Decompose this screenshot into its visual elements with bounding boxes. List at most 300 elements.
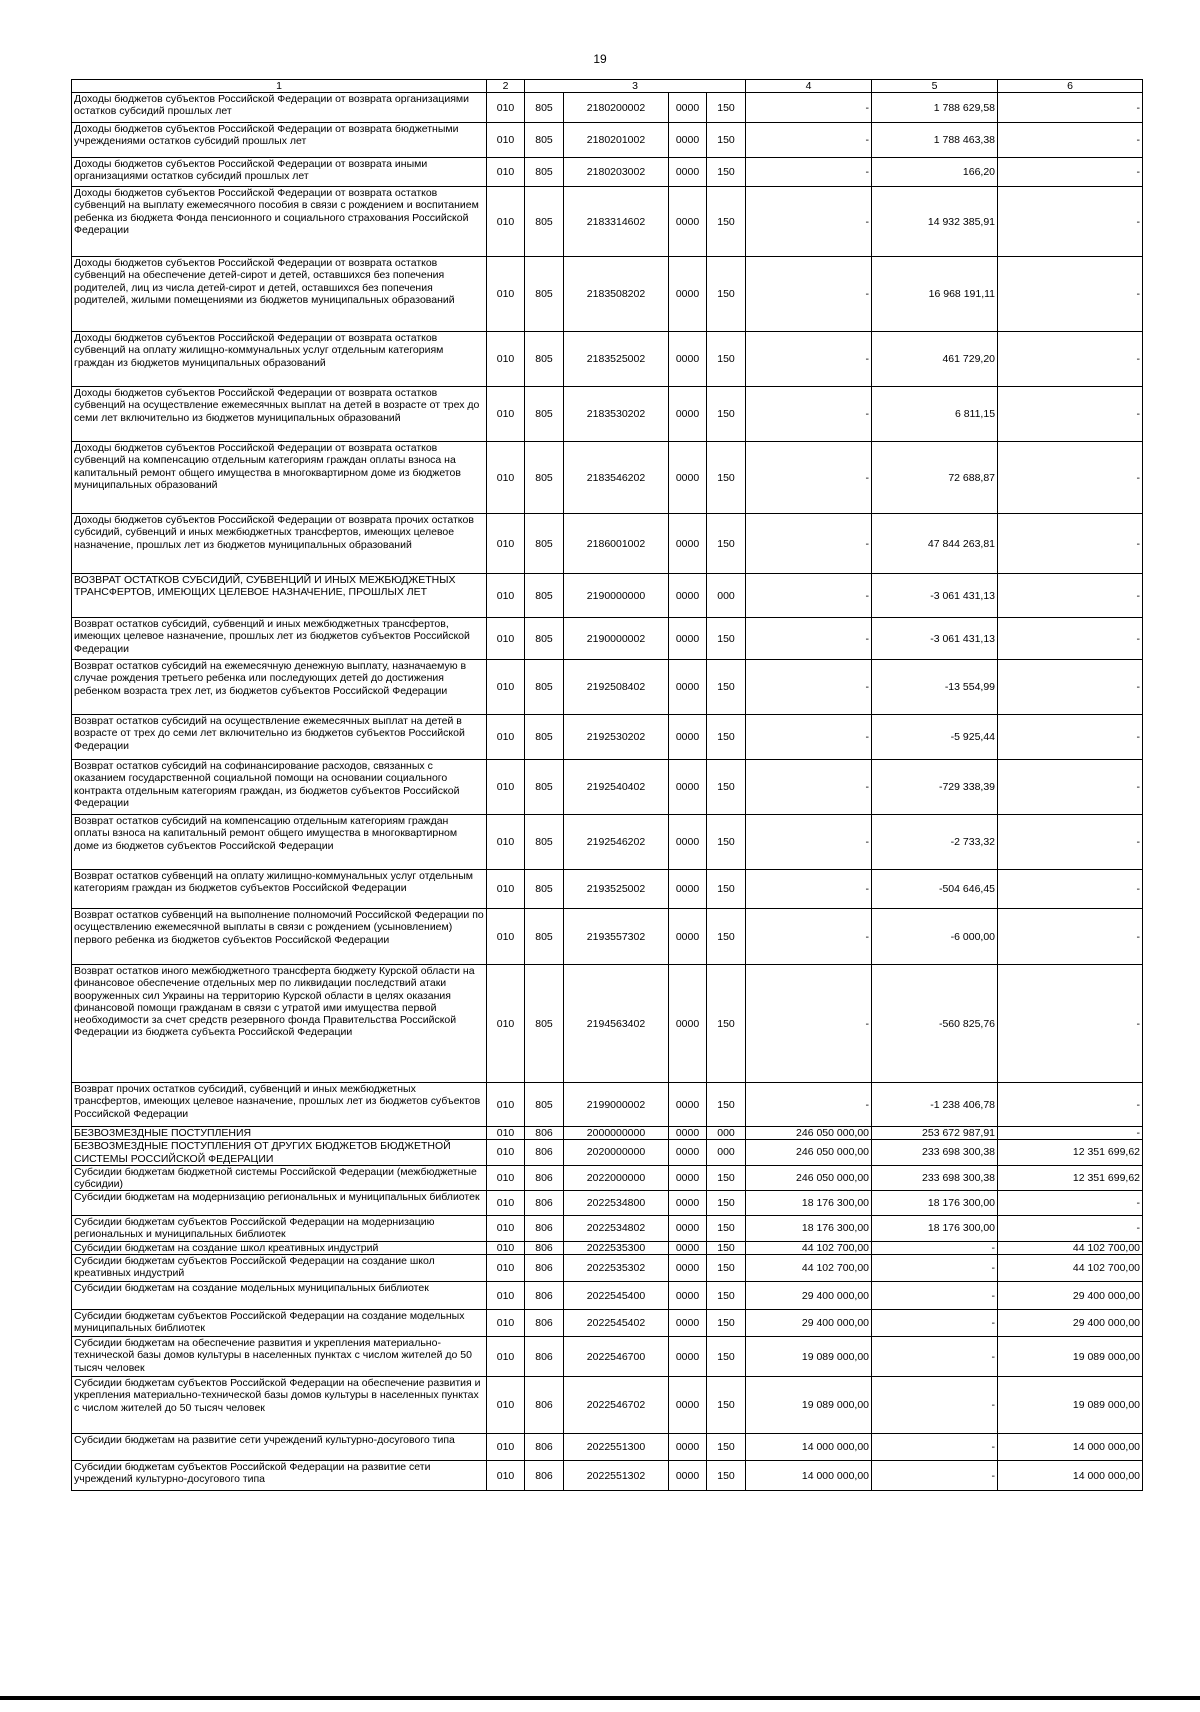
value-executed: 6 811,15 (872, 387, 998, 442)
code-chapter: 010 (487, 257, 525, 332)
table-row (72, 1337, 1143, 1377)
row-description: Субсидии бюджетам субъектов Российской Федерации на обеспечение развития и укрепления материально-технической базы домов культуры в населенных пунктах с числом жителей до 50 тысяч человек (72, 1377, 487, 1434)
value-approved: 14 000 000,00 (746, 1461, 872, 1491)
value-approved: 29 400 000,00 (746, 1310, 872, 1337)
code-chapter: 010 (487, 332, 525, 387)
code-program: 0000 (669, 387, 707, 442)
value-unexecuted: 14 000 000,00 (998, 1461, 1143, 1491)
code-chapter: 010 (487, 1191, 525, 1216)
code-chapter: 010 (487, 1434, 525, 1461)
code-kosgu: 150 (707, 618, 746, 660)
value-approved: - (746, 760, 872, 815)
value-executed: -3 061 431,13 (872, 618, 998, 660)
row-description: Субсидии бюджетам субъектов Российской Федерации на создание школ креативных индустрий (72, 1255, 487, 1282)
value-executed: -5 925,44 (872, 715, 998, 760)
code-chapter: 010 (487, 909, 525, 965)
code-main: 2000000000 (564, 1127, 669, 1140)
code-kosgu: 150 (707, 257, 746, 332)
value-unexecuted: - (998, 187, 1143, 257)
table-row (72, 1310, 1143, 1337)
table-row (72, 1377, 1143, 1434)
code-program: 0000 (669, 93, 707, 123)
code-main: 2199000002 (564, 1083, 669, 1127)
value-unexecuted: 12 351 699,62 (998, 1165, 1143, 1190)
value-unexecuted: 12 351 699,62 (998, 1140, 1143, 1165)
code-kosgu: 150 (707, 1377, 746, 1434)
code-chapter: 010 (487, 1140, 525, 1165)
code-program: 0000 (669, 1242, 707, 1255)
row-description: Возврат остатков субсидий на компенсацию отдельным категориям граждан оплаты взноса на капитальный ремонт общего имущества в многоквартирном доме из бюджетов субъектов Российской Федерации (72, 815, 487, 870)
code-program: 0000 (669, 1216, 707, 1242)
code-kosgu: 150 (707, 1083, 746, 1127)
code-program: 0000 (669, 1255, 707, 1282)
code-kosgu: 150 (707, 660, 746, 715)
table-row (72, 965, 1143, 1083)
value-unexecuted: - (998, 158, 1143, 187)
code-program: 0000 (669, 909, 707, 965)
value-executed: -560 825,76 (872, 965, 998, 1083)
table-row (72, 909, 1143, 965)
code-chapter: 010 (487, 1461, 525, 1491)
code-main: 2186001002 (564, 514, 669, 574)
code-chapter: 010 (487, 158, 525, 187)
code-admin: 805 (525, 660, 564, 715)
code-admin: 805 (525, 93, 564, 123)
code-main: 2022534800 (564, 1191, 669, 1216)
value-executed: 1 788 629,58 (872, 93, 998, 123)
code-admin: 805 (525, 257, 564, 332)
code-main: 2180201002 (564, 123, 669, 158)
code-kosgu: 150 (707, 332, 746, 387)
value-approved: - (746, 574, 872, 618)
code-admin: 806 (525, 1434, 564, 1461)
value-approved: 14 000 000,00 (746, 1434, 872, 1461)
value-executed: - (872, 1255, 998, 1282)
column-header-3: 3 (525, 80, 746, 93)
code-kosgu: 150 (707, 1461, 746, 1491)
bottom-rule (0, 1696, 1200, 1700)
code-main: 2183314602 (564, 187, 669, 257)
value-approved: - (746, 815, 872, 870)
table-row (72, 1216, 1143, 1242)
column-header-2: 2 (487, 80, 525, 93)
table-row (72, 123, 1143, 158)
value-unexecuted: - (998, 1083, 1143, 1127)
code-program: 0000 (669, 1434, 707, 1461)
code-program: 0000 (669, 660, 707, 715)
value-approved: - (746, 514, 872, 574)
code-kosgu: 150 (707, 815, 746, 870)
code-admin: 805 (525, 1083, 564, 1127)
value-executed: 47 844 263,81 (872, 514, 998, 574)
code-program: 0000 (669, 514, 707, 574)
table-row (72, 870, 1143, 909)
value-executed: -1 238 406,78 (872, 1083, 998, 1127)
value-executed: 1 788 463,38 (872, 123, 998, 158)
code-program: 0000 (669, 1282, 707, 1310)
value-unexecuted: - (998, 1127, 1143, 1140)
value-approved: - (746, 909, 872, 965)
code-program: 0000 (669, 1191, 707, 1216)
value-approved: 19 089 000,00 (746, 1377, 872, 1434)
code-main: 2183530202 (564, 387, 669, 442)
code-kosgu: 150 (707, 965, 746, 1083)
code-chapter: 010 (487, 93, 525, 123)
code-program: 0000 (669, 1127, 707, 1140)
value-executed: 253 672 987,91 (872, 1127, 998, 1140)
row-description: БЕЗВОЗМЕЗДНЫЕ ПОСТУПЛЕНИЯ (72, 1127, 487, 1140)
code-admin: 806 (525, 1377, 564, 1434)
value-unexecuted: - (998, 660, 1143, 715)
table-row (72, 387, 1143, 442)
column-header-4: 4 (746, 80, 872, 93)
code-kosgu: 000 (707, 1127, 746, 1140)
code-kosgu: 150 (707, 1216, 746, 1242)
value-approved: 246 050 000,00 (746, 1127, 872, 1140)
value-approved: - (746, 965, 872, 1083)
row-description: Субсидии бюджетам бюджетной системы Российской Федерации (межбюджетные субсидии) (72, 1165, 487, 1190)
value-unexecuted: - (998, 574, 1143, 618)
code-chapter: 010 (487, 1165, 525, 1190)
row-description: Возврат прочих остатков субсидий, субвенций и иных межбюджетных трансфертов, имеющих целевое назначение, прошлых лет из бюджетов субъектов Российской Федерации (72, 1083, 487, 1127)
code-main: 2022546702 (564, 1377, 669, 1434)
row-description: Субсидии бюджетам на обеспечение развития и укрепления материально-технической базы домов культуры в населенных пунктах с числом жителей до 50 тысяч человек (72, 1337, 487, 1377)
code-kosgu: 150 (707, 158, 746, 187)
column-number-row (72, 80, 1143, 93)
code-admin: 806 (525, 1310, 564, 1337)
value-unexecuted: 44 102 700,00 (998, 1242, 1143, 1255)
value-unexecuted: 19 089 000,00 (998, 1377, 1143, 1434)
table-row (72, 1140, 1143, 1165)
value-executed: 18 176 300,00 (872, 1216, 998, 1242)
code-kosgu: 150 (707, 1191, 746, 1216)
code-admin: 805 (525, 514, 564, 574)
code-program: 0000 (669, 1140, 707, 1165)
value-approved: - (746, 442, 872, 514)
code-kosgu: 150 (707, 93, 746, 123)
code-chapter: 010 (487, 387, 525, 442)
row-description: Доходы бюджетов субъектов Российской Федерации от возврата остатков субвенций на обеспечение детей-сирот и детей, оставшихся без попечения родителей, лиц из числа детей-сирот и детей, оставшихся без попечения родителей, жилыми помещениями из бюджетов муниципальных образований (72, 257, 487, 332)
value-unexecuted: - (998, 1191, 1143, 1216)
code-admin: 805 (525, 618, 564, 660)
value-approved: - (746, 187, 872, 257)
code-kosgu: 150 (707, 1282, 746, 1310)
code-admin: 805 (525, 760, 564, 815)
code-admin: 805 (525, 965, 564, 1083)
row-description: Возврат остатков субсидий на софинансирование расходов, связанных с оказанием государственной социальной помощи на основании социального контракта отдельным категориям граждан, из бюджетов субъектов Российской Федерации (72, 760, 487, 815)
table-row (72, 1165, 1143, 1190)
code-admin: 805 (525, 187, 564, 257)
row-description: Возврат остатков субвенций на выполнение полномочий Российской Федерации по осуществлению ежемесячной выплаты в связи с рождением (усыновлением) первого ребенка из бюджетов субъектов Российской Федерации (72, 909, 487, 965)
budget-table (71, 79, 1143, 1491)
code-chapter: 010 (487, 123, 525, 158)
value-executed: 18 176 300,00 (872, 1191, 998, 1216)
code-chapter: 010 (487, 1255, 525, 1282)
value-executed: 16 968 191,11 (872, 257, 998, 332)
code-admin: 806 (525, 1242, 564, 1255)
row-description: Доходы бюджетов субъектов Российской Федерации от возврата иными организациями остатков субсидий прошлых лет (72, 158, 487, 187)
table-row (72, 1191, 1143, 1216)
code-chapter: 010 (487, 1282, 525, 1310)
value-executed: - (872, 1434, 998, 1461)
code-chapter: 010 (487, 1337, 525, 1377)
table-row (72, 760, 1143, 815)
code-program: 0000 (669, 574, 707, 618)
code-main: 2183546202 (564, 442, 669, 514)
value-approved: - (746, 387, 872, 442)
table-row (72, 574, 1143, 618)
value-approved: - (746, 1083, 872, 1127)
code-admin: 805 (525, 909, 564, 965)
row-description: Доходы бюджетов субъектов Российской Федерации от возврата остатков субвенций на оплату жилищно-коммунальных услуг отдельным категориям граждан из бюджетов муниципальных образований (72, 332, 487, 387)
code-program: 0000 (669, 870, 707, 909)
code-chapter: 010 (487, 1242, 525, 1255)
code-program: 0000 (669, 442, 707, 514)
value-approved: 246 050 000,00 (746, 1140, 872, 1165)
row-description: Возврат остатков иного межбюджетного трансферта бюджету Курской области на финансовое обеспечение отдельных мер по ликвидации последствий атаки вооруженных сил Украины на территорию Курской области в целях оказания финансовой помощи гражданам в связи с утратой ими имущества первой необходимости за счет средств резервного фонда Правительства Российской Федерации из бюджета субъекта Российской Федерации (72, 965, 487, 1083)
code-chapter: 010 (487, 1083, 525, 1127)
code-kosgu: 150 (707, 1242, 746, 1255)
code-chapter: 010 (487, 715, 525, 760)
row-description: Доходы бюджетов субъектов Российской Федерации от возврата прочих остатков субсидий, субвенций и иных межбюджетных трансфертов, имеющих целевое назначение, прошлых лет из бюджетов муниципальных образований (72, 514, 487, 574)
table-row (72, 715, 1143, 760)
code-main: 2022545400 (564, 1282, 669, 1310)
code-kosgu: 150 (707, 514, 746, 574)
row-description: Возврат остатков субсидий на осуществление ежемесячных выплат на детей в возрасте от трех до семи лет включительно из бюджетов субъектов Российской Федерации (72, 715, 487, 760)
code-kosgu: 150 (707, 1434, 746, 1461)
code-main: 2192540402 (564, 760, 669, 815)
value-unexecuted: - (998, 514, 1143, 574)
code-main: 2190000000 (564, 574, 669, 618)
row-description: Субсидии бюджетам на модернизацию региональных и муниципальных библиотек (72, 1191, 487, 1216)
value-unexecuted: 29 400 000,00 (998, 1310, 1143, 1337)
value-unexecuted: 19 089 000,00 (998, 1337, 1143, 1377)
value-approved: 29 400 000,00 (746, 1282, 872, 1310)
code-main: 2180200002 (564, 93, 669, 123)
value-unexecuted: - (998, 760, 1143, 815)
code-program: 0000 (669, 1083, 707, 1127)
code-main: 2022546700 (564, 1337, 669, 1377)
value-approved: - (746, 660, 872, 715)
column-header-1: 1 (72, 80, 487, 93)
row-description: Возврат остатков субсидий на ежемесячную денежную выплату, назначаемую в случае рождения третьего ребенка или последующих детей до достижения ребенком возраста трех лет, из бюджетов субъектов Российской Федерации (72, 660, 487, 715)
code-program: 0000 (669, 158, 707, 187)
code-admin: 805 (525, 158, 564, 187)
code-admin: 806 (525, 1216, 564, 1242)
value-executed: 166,20 (872, 158, 998, 187)
value-unexecuted: - (998, 332, 1143, 387)
code-admin: 805 (525, 387, 564, 442)
code-main: 2180203002 (564, 158, 669, 187)
value-executed: - (872, 1310, 998, 1337)
value-executed: 233 698 300,38 (872, 1140, 998, 1165)
row-description: Возврат остатков субсидий, субвенций и иных межбюджетных трансфертов, имеющих целевое назначение, прошлых лет из бюджетов субъектов Российской Федерации (72, 618, 487, 660)
code-main: 2194563402 (564, 965, 669, 1083)
code-program: 0000 (669, 815, 707, 870)
code-admin: 806 (525, 1255, 564, 1282)
table-body (72, 93, 1143, 1491)
value-unexecuted: - (998, 257, 1143, 332)
code-kosgu: 150 (707, 1337, 746, 1377)
value-executed: - (872, 1242, 998, 1255)
code-chapter: 010 (487, 1127, 525, 1140)
code-chapter: 010 (487, 1310, 525, 1337)
code-program: 0000 (669, 1461, 707, 1491)
code-chapter: 010 (487, 618, 525, 660)
table-row (72, 1434, 1143, 1461)
table-row (72, 332, 1143, 387)
table-row (72, 257, 1143, 332)
code-admin: 806 (525, 1165, 564, 1190)
value-approved: 19 089 000,00 (746, 1337, 872, 1377)
code-admin: 806 (525, 1282, 564, 1310)
value-approved: - (746, 332, 872, 387)
value-unexecuted: - (998, 618, 1143, 660)
code-chapter: 010 (487, 442, 525, 514)
row-description: Доходы бюджетов субъектов Российской Федерации от возврата остатков субвенций на выплату ежемесячного пособия в связи с рождением и воспитанием ребенка из бюджета Фонда пенсионного и социального страхования Российской Федерации (72, 187, 487, 257)
column-header-6: 6 (998, 80, 1143, 93)
row-description: ВОЗВРАТ ОСТАТКОВ СУБСИДИЙ, СУБВЕНЦИЙ И ИНЫХ МЕЖБЮДЖЕТНЫХ ТРАНСФЕРТОВ, ИМЕЮЩИХ ЦЕЛЕВОЕ НАЗНАЧЕНИЕ, ПРОШЛЫХ ЛЕТ (72, 574, 487, 618)
code-main: 2022000000 (564, 1165, 669, 1190)
table-row (72, 1127, 1143, 1140)
value-approved: - (746, 870, 872, 909)
table-row (72, 442, 1143, 514)
code-chapter: 010 (487, 815, 525, 870)
value-approved: 44 102 700,00 (746, 1242, 872, 1255)
code-admin: 805 (525, 815, 564, 870)
value-unexecuted: - (998, 909, 1143, 965)
value-executed: -13 554,99 (872, 660, 998, 715)
row-description: Доходы бюджетов субъектов Российской Федерации от возврата остатков субвенций на компенсацию отдельным категориям граждан оплаты взноса на капитальный ремонт общего имущества в многоквартирном доме из бюджетов муниципальных образований (72, 442, 487, 514)
table-row (72, 618, 1143, 660)
code-admin: 806 (525, 1461, 564, 1491)
table-row (72, 1255, 1143, 1282)
column-header-5: 5 (872, 80, 998, 93)
code-program: 0000 (669, 187, 707, 257)
code-program: 0000 (669, 715, 707, 760)
code-chapter: 010 (487, 574, 525, 618)
code-program: 0000 (669, 760, 707, 815)
code-program: 0000 (669, 1337, 707, 1377)
table-row (72, 1242, 1143, 1255)
row-description: Субсидии бюджетам субъектов Российской Федерации на модернизацию региональных и муниципальных библиотек (72, 1216, 487, 1242)
value-unexecuted: 29 400 000,00 (998, 1282, 1143, 1310)
code-kosgu: 150 (707, 870, 746, 909)
code-kosgu: 150 (707, 387, 746, 442)
value-approved: - (746, 715, 872, 760)
value-unexecuted: - (998, 93, 1143, 123)
value-unexecuted: - (998, 965, 1143, 1083)
code-chapter: 010 (487, 187, 525, 257)
code-admin: 805 (525, 715, 564, 760)
value-executed: -2 733,32 (872, 815, 998, 870)
value-approved: 18 176 300,00 (746, 1191, 872, 1216)
value-unexecuted: - (998, 815, 1143, 870)
code-program: 0000 (669, 618, 707, 660)
code-kosgu: 150 (707, 1165, 746, 1190)
code-chapter: 010 (487, 1216, 525, 1242)
value-executed: - (872, 1377, 998, 1434)
value-approved: 246 050 000,00 (746, 1165, 872, 1190)
row-description: Субсидии бюджетам на создание модельных муниципальных библиотек (72, 1282, 487, 1310)
code-chapter: 010 (487, 514, 525, 574)
code-kosgu: 000 (707, 574, 746, 618)
code-main: 2192530202 (564, 715, 669, 760)
table-row (72, 158, 1143, 187)
code-program: 0000 (669, 332, 707, 387)
value-executed: - (872, 1461, 998, 1491)
code-main: 2183525002 (564, 332, 669, 387)
code-main: 2022545402 (564, 1310, 669, 1337)
code-main: 2022534802 (564, 1216, 669, 1242)
code-kosgu: 150 (707, 909, 746, 965)
code-main: 2193557302 (564, 909, 669, 965)
code-admin: 805 (525, 870, 564, 909)
code-admin: 806 (525, 1337, 564, 1377)
value-unexecuted: 44 102 700,00 (998, 1255, 1143, 1282)
code-program: 0000 (669, 965, 707, 1083)
code-kosgu: 150 (707, 187, 746, 257)
code-main: 2022535302 (564, 1255, 669, 1282)
row-description: Субсидии бюджетам субъектов Российской Федерации на развитие сети учреждений культурно-досугового типа (72, 1461, 487, 1491)
table-row (72, 1282, 1143, 1310)
code-main: 2183508202 (564, 257, 669, 332)
code-kosgu: 150 (707, 1255, 746, 1282)
table-row (72, 93, 1143, 123)
code-main: 2020000000 (564, 1140, 669, 1165)
code-kosgu: 150 (707, 760, 746, 815)
code-program: 0000 (669, 1377, 707, 1434)
table-row (72, 1461, 1143, 1491)
table-row (72, 815, 1143, 870)
code-program: 0000 (669, 1310, 707, 1337)
value-approved: - (746, 158, 872, 187)
code-kosgu: 150 (707, 123, 746, 158)
row-description: Субсидии бюджетам на создание школ креативных индустрий (72, 1242, 487, 1255)
code-main: 2193525002 (564, 870, 669, 909)
value-executed: - (872, 1337, 998, 1377)
value-executed: - (872, 1282, 998, 1310)
code-admin: 805 (525, 332, 564, 387)
code-program: 0000 (669, 257, 707, 332)
value-executed: -3 061 431,13 (872, 574, 998, 618)
code-main: 2022551302 (564, 1461, 669, 1491)
code-main: 2190000002 (564, 618, 669, 660)
value-approved: - (746, 93, 872, 123)
value-executed: 461 729,20 (872, 332, 998, 387)
code-admin: 805 (525, 123, 564, 158)
code-kosgu: 150 (707, 715, 746, 760)
code-admin: 806 (525, 1140, 564, 1165)
code-kosgu: 150 (707, 442, 746, 514)
value-executed: -729 338,39 (872, 760, 998, 815)
code-chapter: 010 (487, 965, 525, 1083)
code-admin: 806 (525, 1127, 564, 1140)
page-number: 19 (593, 52, 607, 66)
value-approved: - (746, 123, 872, 158)
value-executed: 72 688,87 (872, 442, 998, 514)
table-row (72, 514, 1143, 574)
row-description: Доходы бюджетов субъектов Российской Федерации от возврата бюджетными учреждениями остатков субсидий прошлых лет (72, 123, 487, 158)
code-program: 0000 (669, 123, 707, 158)
row-description: Субсидии бюджетам на развитие сети учреждений культурно-досугового типа (72, 1434, 487, 1461)
value-unexecuted: 14 000 000,00 (998, 1434, 1143, 1461)
table-row (72, 660, 1143, 715)
value-executed: -6 000,00 (872, 909, 998, 965)
value-unexecuted: - (998, 1216, 1143, 1242)
value-unexecuted: - (998, 715, 1143, 760)
code-main: 2022535300 (564, 1242, 669, 1255)
